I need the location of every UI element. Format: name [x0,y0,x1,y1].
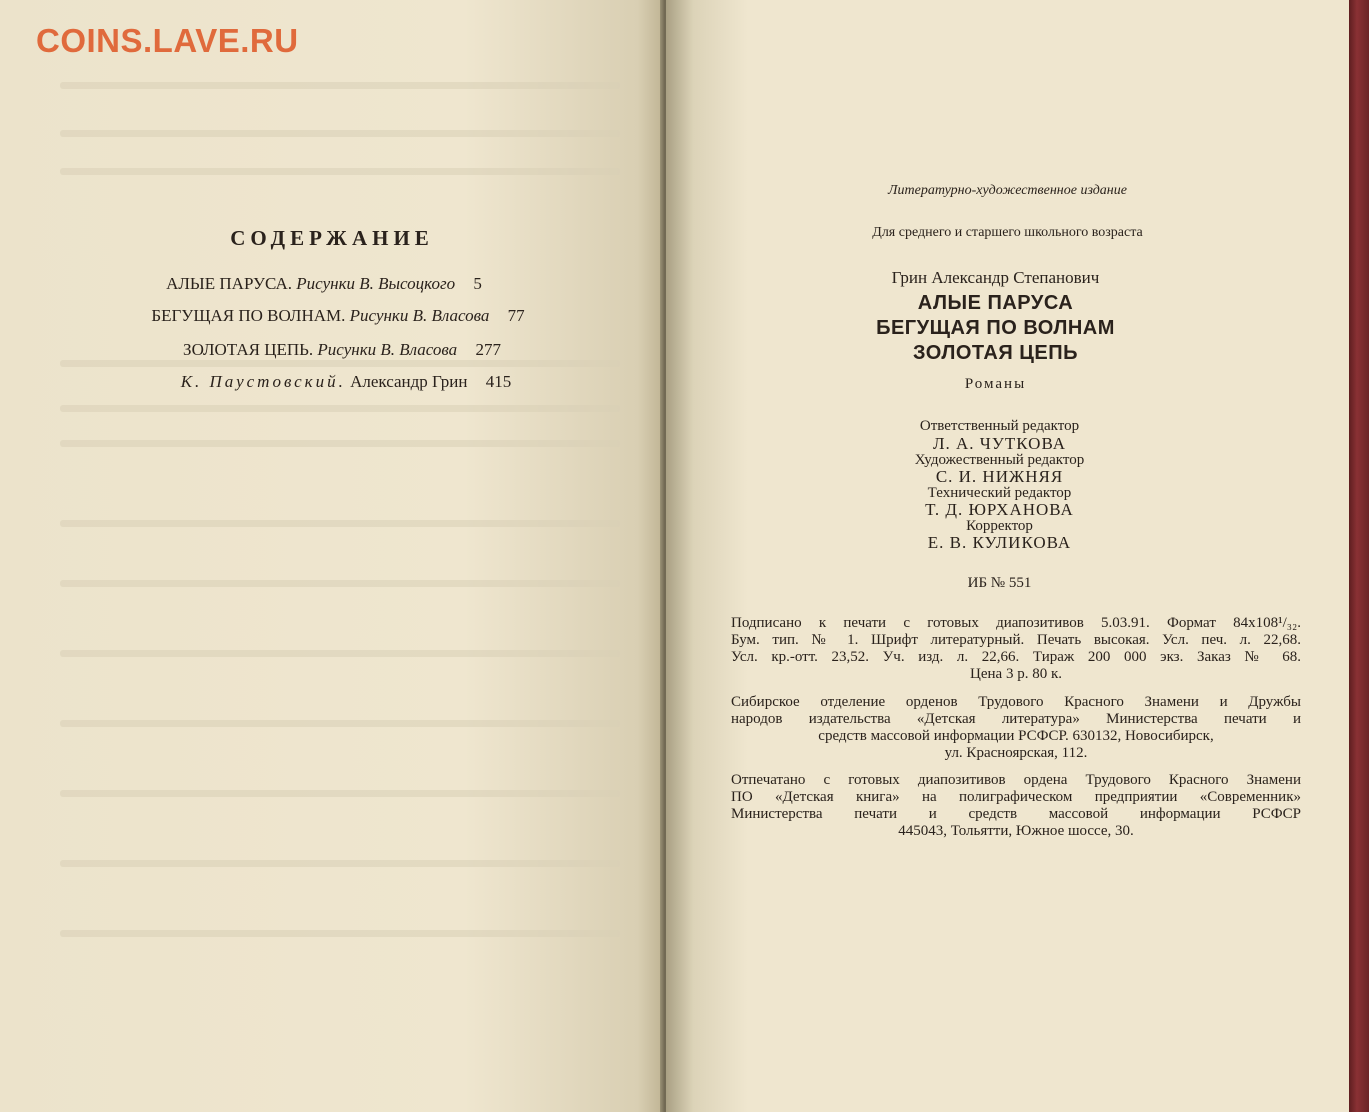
bleed-through [60,405,620,412]
right-page [666,0,1349,1112]
bleed-through [60,360,620,367]
book-title: АЛЫЕ ПАРУСА [917,292,1074,314]
bleed-through [60,580,620,587]
credit-role: Корректор [966,518,1033,534]
toc-entry-page: 77 [507,306,525,325]
bleed-through [60,720,620,727]
bleed-through [60,82,620,89]
bleed-through [60,168,620,175]
toc-entry-title: ЗОЛОТАЯ ЦЕПЬ. [183,340,314,359]
toc-entry-author: К. Паустовский. [180,372,346,391]
book-title: БЕГУЩАЯ ПО ВОЛНАМ [876,317,1115,339]
printer-line: Министерства печати и средств массовой информации РСФСР [731,806,1301,822]
print-info-line: Усл. кр.-отт. 23,52. Уч. изд. л. 22,66. Тираж 200 000 экз. Заказ № 68. [731,649,1301,665]
print-info-line: Бум. тип. № 1. Шрифт литературный. Печать высокая. Усл. печ. л. 22,68. [731,632,1301,648]
publisher-block [731,694,1301,762]
author-name: Грин Александр Степанович [891,268,1100,287]
credit-role: Технический редактор [927,485,1072,501]
publisher-line: народов издательства «Детская литература» Министерства печати и [731,711,1301,727]
bleed-through [60,790,620,797]
print-info-line: Подписано к печати с готовых диапозитивов 5.03.91. Формат 84х108¹/₃₂. [731,615,1301,631]
toc-entry-illustrator: Рисунки В. Власова [349,306,490,325]
toc-entry-page: 277 [475,340,501,359]
book-title: ЗОЛОТАЯ ЦЕПЬ [913,342,1078,364]
printer-line: 445043, Тольятти, Южное шоссе, 30. [898,823,1134,839]
audience-line: Для среднего и старшего школьного возраста [872,225,1143,240]
watermark: COINS.LAVE.RU [36,22,299,59]
toc-entry-page: 415 [485,372,512,391]
left-page [0,0,664,1112]
toc-entry [14,372,664,392]
printer-line: ПО «Детская книга» на полиграфическом предприятии «Современник» [731,789,1301,805]
toc-entry-title: АЛЫЕ ПАРУСА. [166,274,293,293]
bleed-through [60,520,620,527]
publisher-line: Сибирское отделение орденов Трудового Красного Знамени и Дружбы [731,694,1301,710]
toc-title: СОДЕРЖАНИЕ [230,226,434,250]
bleed-through [60,860,620,867]
credit-name: Т. Д. ЮРХАНОВА [925,500,1074,519]
printer-line: Отпечатано с готовых диапозитивов ордена Трудового Красного Знамени [731,772,1301,788]
toc-entry [10,340,664,360]
credit-role: Художественный редактор [914,452,1085,468]
form-line: Романы [964,376,1027,392]
credit-name: С. И. НИЖНЯЯ [935,467,1064,486]
publisher-line: ул. Красноярская, 112. [944,745,1088,761]
toc-entry [6,306,664,326]
bleed-through [60,930,620,937]
bleed-through [60,650,620,657]
price-line: Цена 3 р. 80 к. [970,666,1062,682]
toc-entry-illustrator: Рисунки В. Власова [317,340,458,359]
credit-name: Л. А. ЧУТКОВА [932,434,1066,453]
credit-role: Ответственный редактор [919,418,1080,434]
book-cover-edge [1349,0,1369,1112]
credit-name: Е. В. КУЛИКОВА [927,533,1072,552]
publisher-line: средств массовой информации РСФСР. 630132, Новосибирск, [818,728,1214,744]
toc-entry-title: БЕГУЩАЯ ПО ВОЛНАМ. [151,306,346,325]
genre-line: Литературно-художественное издание [888,183,1127,198]
printer-block [731,772,1301,840]
bleed-through [60,440,620,447]
toc-entry-title: Александр Грин [350,372,468,391]
toc-entry-page: 5 [473,274,482,293]
ib-number: ИБ № 551 [967,575,1032,591]
toc-entry [0,274,656,294]
bleed-through [60,130,620,137]
toc-entry-illustrator: Рисунки В. Высоцкого [296,274,456,293]
print-info-block [731,615,1301,683]
